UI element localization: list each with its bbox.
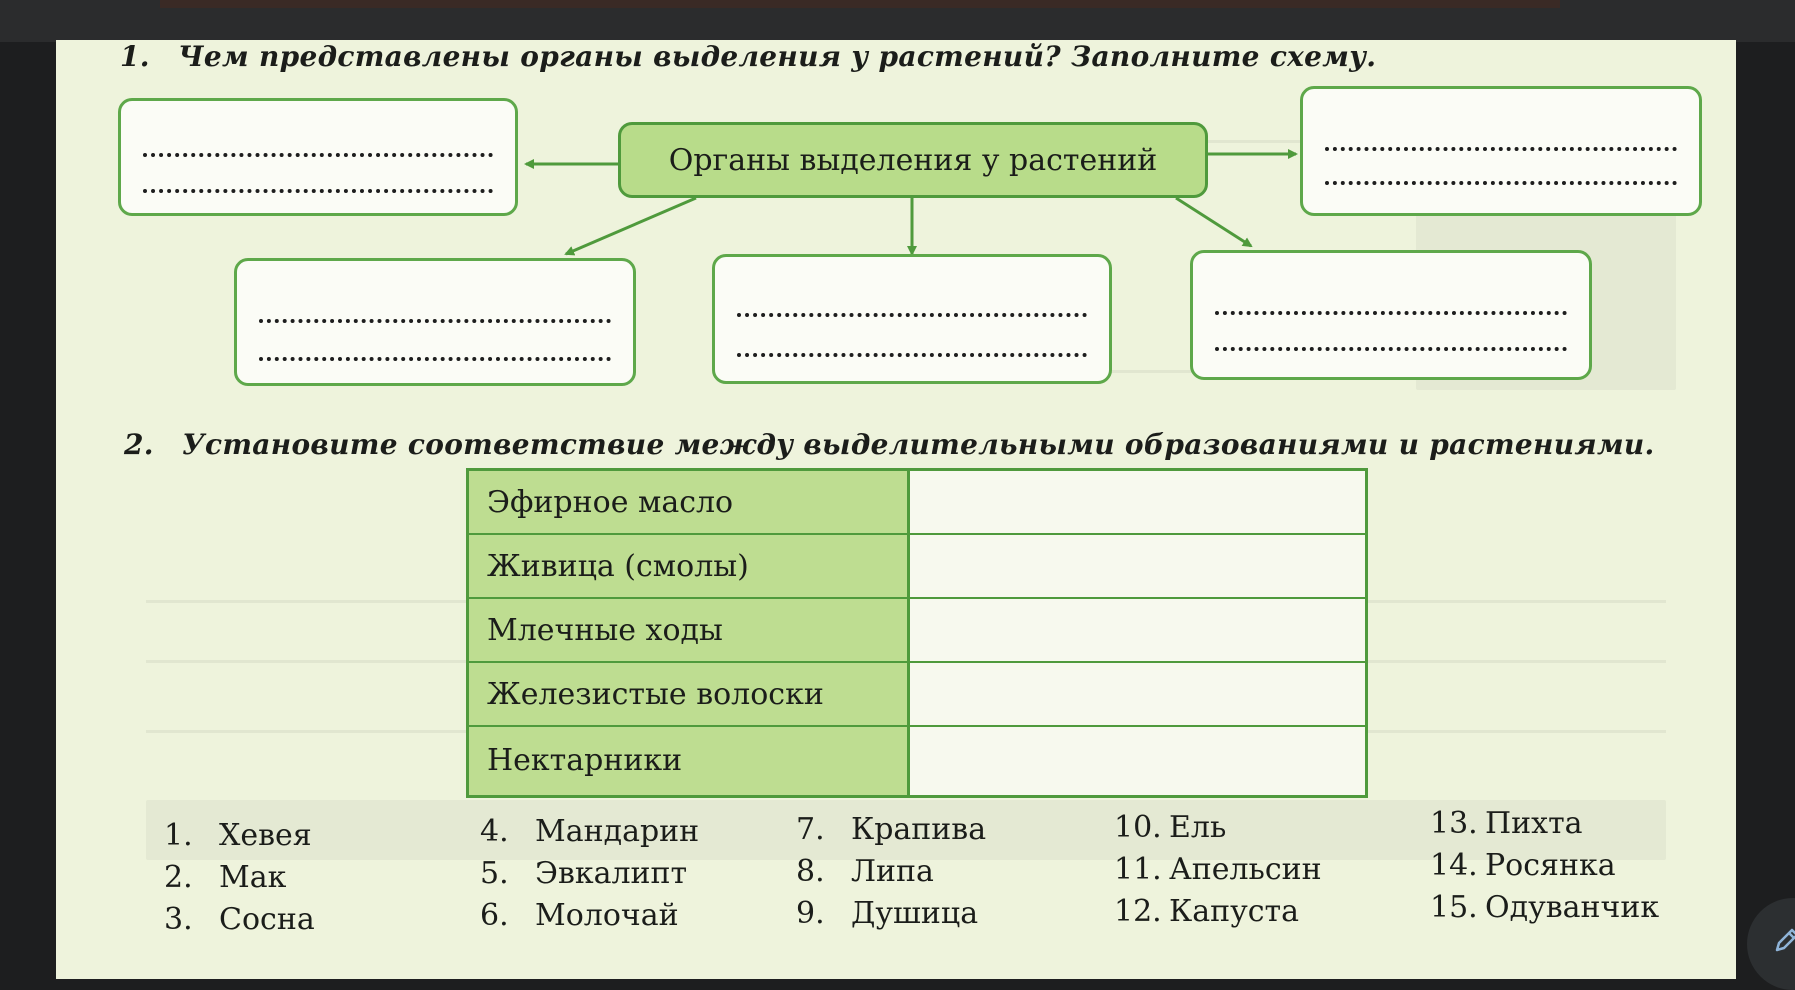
list-item: 9. Душица bbox=[796, 896, 979, 931]
matching-table bbox=[466, 468, 1368, 798]
row-label: Млечные ходы bbox=[469, 599, 910, 661]
task2-number: 2. bbox=[124, 428, 154, 461]
dotted-answer-line bbox=[1325, 181, 1677, 185]
viewer-top-bar bbox=[0, 0, 1795, 42]
answer-cell[interactable] bbox=[910, 471, 1365, 533]
table-row bbox=[469, 599, 1365, 663]
list-item: 2. Мак bbox=[164, 860, 287, 895]
dotted-answer-line bbox=[737, 353, 1087, 357]
list-item: 13. Пихта bbox=[1430, 806, 1583, 841]
list-item: 12. Капуста bbox=[1114, 894, 1300, 929]
row-label: Эфирное масло bbox=[469, 471, 910, 533]
answer-cell[interactable] bbox=[910, 727, 1365, 795]
row-label: Живица (смолы) bbox=[469, 535, 910, 597]
arrow-to-bottom-left-box bbox=[566, 198, 696, 254]
dotted-answer-line bbox=[259, 357, 611, 361]
task2-text: Установите соответствие между выделительными образованиями и растениями. bbox=[182, 428, 1655, 461]
edit-button[interactable] bbox=[1747, 898, 1795, 990]
list-item: 3. Сосна bbox=[164, 902, 315, 937]
scheme-center-box bbox=[618, 122, 1208, 198]
blank-box-bottom-right[interactable] bbox=[1190, 250, 1592, 380]
blank-box-bottom-middle[interactable] bbox=[712, 254, 1112, 384]
dotted-answer-line bbox=[259, 319, 611, 323]
answer-cell[interactable] bbox=[910, 535, 1365, 597]
task1-text: Чем представлены органы выделения у растений? Заполните схему. bbox=[178, 40, 1377, 73]
row-label: Нектарники bbox=[469, 727, 910, 795]
pencil-icon bbox=[1773, 926, 1795, 954]
scheme-center-label: Органы выделения у растений bbox=[668, 142, 1158, 178]
answer-cell[interactable] bbox=[910, 599, 1365, 661]
answer-cell[interactable] bbox=[910, 663, 1365, 725]
blank-box-right[interactable] bbox=[1300, 86, 1702, 216]
list-item: 1. Хевея bbox=[164, 818, 312, 853]
task2-title bbox=[124, 428, 1655, 461]
table-row bbox=[469, 663, 1365, 727]
task1-number: 1. bbox=[120, 40, 150, 73]
page-edge-strip bbox=[160, 0, 1560, 8]
list-item: 10. Ель bbox=[1114, 810, 1227, 845]
row-label: Железистые волоски bbox=[469, 663, 910, 725]
list-item: 6. Молочай bbox=[480, 898, 679, 933]
list-item: 14. Росянка bbox=[1430, 848, 1616, 883]
dotted-answer-line bbox=[143, 153, 493, 157]
dotted-answer-line bbox=[1215, 311, 1567, 315]
blank-box-left[interactable] bbox=[118, 98, 518, 216]
dotted-answer-line bbox=[737, 313, 1087, 317]
list-item: 11. Апельсин bbox=[1114, 852, 1322, 887]
dotted-answer-line bbox=[143, 189, 493, 193]
list-item: 15. Одуванчик bbox=[1430, 890, 1660, 925]
list-item: 7. Крапива bbox=[796, 812, 987, 847]
dotted-answer-line bbox=[1325, 147, 1677, 151]
blank-box-bottom-left[interactable] bbox=[234, 258, 636, 386]
list-item: 8. Липа bbox=[796, 854, 934, 889]
list-item: 5. Эвкалипт bbox=[480, 856, 688, 891]
dotted-answer-line bbox=[1215, 347, 1567, 351]
table-row bbox=[469, 471, 1365, 535]
list-item: 4. Мандарин bbox=[480, 814, 700, 849]
textbook-page bbox=[56, 40, 1736, 979]
table-row bbox=[469, 727, 1365, 795]
arrow-to-bottom-right-box bbox=[1176, 198, 1251, 246]
table-row bbox=[469, 535, 1365, 599]
